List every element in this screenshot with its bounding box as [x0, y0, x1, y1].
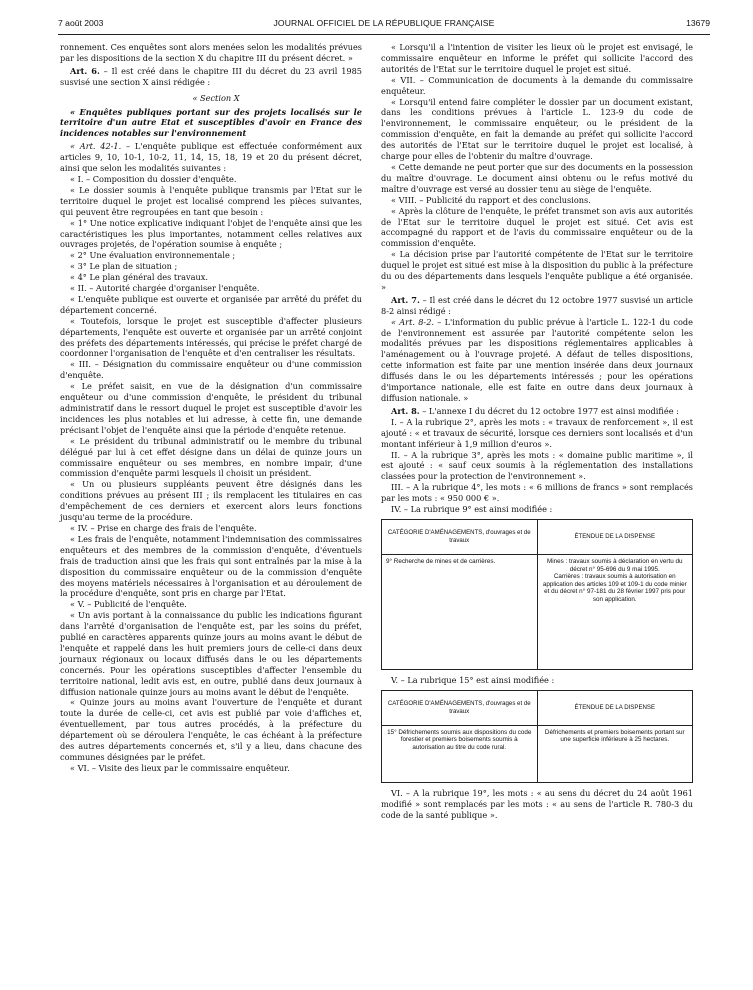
article-42-1: [60, 141, 362, 174]
article-text: – L'information du public prévue à l'article L. 122-1 du code de l'environnement est assurée par l'autorité compétente selon les modalités prévues par les dispositions réglementaires applicables à l'aménagement ou à l'ouvrage projeté. A défaut de telles dispositions, cette information est faite par une mention insérée dans deux journaux diffusés dans le ou les départements intéressés ; pour les opérations d'importance nationale, elle est faite en outre dans deux journaux à diffusion nationale. »: [381, 316, 693, 403]
paragraph: « Lorsqu'il entend faire compléter le dossier par un document existant, dans les conditions prévues à l'article L. 123-9 du code de l'environnement, le commissaire enquêteur, ou le président de la commission d'enquête, en fait la demande au préfet qui sollicite l'accord des autorités de l'Etat sur le territoire duquel le projet est localisé, à charge pour elles de l'obtenir du maître d'ouvrage.: [381, 96, 693, 162]
article-text: – Il est créé dans le chapitre III du décret du 23 avril 1985 susvisé une section X ainsi rédigée :: [60, 65, 362, 87]
article-heading: Art. 7.: [391, 294, 420, 305]
article-8: [381, 406, 693, 417]
table-header-row: [382, 690, 693, 725]
paragraph: ronnement. Ces enquêtes sont alors menées selon les modalités prévues par les dispositions de la section X du chapitre III du présent décret. »: [60, 42, 362, 63]
article-8-2: [381, 317, 693, 404]
article-text: – L'enquête publique est effectuée conformément aux articles 9, 10, 10-1, 10-2, 11, 14, 15, 18, 19 et 20 du présent décret, ainsi que selon les modalités suivantes :: [60, 141, 363, 174]
page-header: [58, 18, 710, 32]
article-text: – Il est créé dans le décret du 12 octobre 1977 susvisé un article 8-2 ainsi rédigé :: [381, 294, 693, 316]
paragraph: IV. – La rubrique 9° est ainsi modifiée :: [391, 504, 553, 515]
paragraph: « Après la clôture de l'enquête, le préfet transmet son avis aux autorités de l'Etat sur le territoire duquel le projet est situé. Cet avis est accompagné du rapport et de l'avis du commissaire enquêteur ou de la commission d'enquête.: [381, 205, 693, 249]
paragraph: « 3° Le plan de situation ;: [70, 261, 178, 272]
paragraph: « 1° Une notice explicative indiquant l'objet de l'enquête ainsi que les caractéristiques les plus importantes, notamment celles relatives aux ouvrages projetés, de l'opération soumise à enquête ;: [60, 217, 362, 250]
dispense-carrieres: Carrières : travaux soumis à autorisation en application des articles 109 et 109-1 du code minier et du décret n° 97-181 du 28 février 1997 pris pour son application.: [542, 573, 687, 603]
article-heading: « Art. 42-1.: [70, 141, 122, 152]
paragraph: « La décision prise par l'autorité compétente de l'Etat sur le territoire duquel le projet est situé est mise à la disposition du public à la préfecture du ou des départements dans lesquels l'enquête publique a été organisée. »: [381, 249, 693, 292]
paragraph: « VIII. – Publicité du rapport et des conclusions.: [391, 194, 591, 205]
table-header-category: CATÉGORIE D'AMÉNAGEMENTS, d'ouvrages et de travaux: [382, 690, 538, 725]
paragraph: V. – La rubrique 15° est ainsi modifiée :: [391, 674, 555, 685]
paragraph: « IV. – Prise en charge des frais de l'enquête.: [70, 522, 257, 533]
table-header-row: [382, 519, 693, 554]
table-cell-category: 15° Défrichements soumis aux dispositions du code forestier et premiers boisements soumis à autorisation au titre du code rural.: [382, 725, 538, 782]
paragraph: « Un ou plusieurs suppléants peuvent être désignés dans les conditions prévues au présent III ; ils remplacent les titulaires en cas d'empêchement de ces derniers et exercent alors leurs fonctions jusqu'au terme de la procédure.: [60, 479, 362, 523]
paragraph: « Un avis portant à la connaissance du public les indications figurant dans l'arrêté d'organisation de l'enquête est, par les soins du préfet, publié en caractères apparents quinze jours au moins avant le début de l'enquête et rappelé dans les huit premiers jours de celle-ci dans deux journaux régionaux ou locaux diffusés dans le ou les départements concernés. Pour les opérations susceptibles d'affecter l'ensemble du territoire national, ledit avis est, en outre, publié dans deux journaux à diffusion nationale quinze jours au moins avant le début de l'enquête.: [60, 610, 362, 697]
paragraph: « Cette demande ne peut porter que sur des documents en la possession du maître d'ouvrage. Le document ainsi obtenu ou le refus motivé du maître d'ouvrage est versé au dossier tenu au siège de l'enquête.: [381, 161, 693, 194]
dispense-mines: Mines : travaux soumis à déclaration en vertu du décret n° 95-696 du 9 mai 1995.: [547, 557, 683, 573]
table-cell-category: 9° Recherche de mines et de carrières.: [382, 554, 538, 669]
paragraph: « Le président du tribunal administratif ou le membre du tribunal délégué par lui à cet effet désigne dans un délai de quinze jours un commissaire enquêteur ou ses membres, en nombre impair, d'une commission d'enquête parmi lesquels il choisit un président.: [60, 435, 362, 479]
paragraph: I. – A la rubrique 2°, après les mots : « travaux de renforcement », il est ajouté : « et travaux de sécurité, lorsque ces derniers sont localisés et d'un montant inférieur à 1,9 million d'euros ».: [381, 416, 693, 449]
paragraph: « Lorsqu'il a l'intention de visiter les lieux où le projet est envisagé, le commissaire enquêteur en informe le préfet qui sollicite l'accord des autorités de l'Etat sur le territoire duquel le projet est situé.: [381, 42, 693, 74]
header-journal-title: JOURNAL OFFICIEL DE LA RÉPUBLIQUE FRANÇAISE: [273, 18, 495, 28]
header-date: 7 août 2003: [58, 18, 104, 28]
section-title: « Enquêtes publiques portant sur des projets localisés sur le territoire d'un autre Etat et susceptibles d'avoir en France des incidences notables sur l'environnement: [60, 106, 362, 139]
header-rule: [58, 34, 710, 35]
paragraph: « VI. – Visite des lieux par le commissaire enquêteur.: [70, 762, 290, 773]
paragraph: III. – A la rubrique 4°, les mots : « 6 millions de francs » sont remplacés par les mots : « 950 000 € ».: [381, 482, 693, 504]
table-cell-dispense: Défrichements et premiers boisements portant sur une superficie inférieure à 25 hectares.: [537, 725, 693, 782]
header-page-number: 13679: [686, 18, 710, 28]
paragraph: « Le dossier soumis à l'enquête publique transmis par l'Etat sur le territoire duquel le projet est localisé comprend les pièces suivantes, qui peuvent être regroupées en tant que besoin :: [60, 184, 362, 217]
paragraph: « I. – Composition du dossier d'enquête.: [70, 173, 237, 184]
article-7: [381, 295, 693, 317]
paragraph: « 2° Une évaluation environnementale ;: [70, 250, 236, 261]
paragraph: VI. – A la rubrique 19°, les mots : « au sens du décret du 24 août 1961 modifié » sont remplacés par les mots : « au sens de l'article R. 780-3 du code de la santé publique ».: [381, 787, 693, 820]
paragraph: « Le préfet saisit, en vue de la désignation d'un commissaire enquêteur ou d'une commission d'enquête, le président du tribunal administratif dans le ressort duquel le projet est susceptible d'avoir les incidences les plus notables et lui adresse, à cette fin, une demande précisant l'objet de l'enquête ainsi que la période d'enquête retenue.: [60, 381, 362, 435]
paragraph: « VII. – Communication de documents à la demande du commissaire enquêteur.: [381, 74, 693, 96]
table-rubrique-15: [381, 690, 693, 783]
table-rubrique-9: [381, 519, 693, 670]
paragraph: II. – A la rubrique 3°, après les mots : « domaine public maritime », il est ajouté : « sauf ceux soumis à la réglementation des installations classées pour la protection de l'environnement ».: [381, 449, 693, 482]
table-row: [382, 725, 693, 782]
article-heading: Art. 6.: [70, 65, 100, 76]
paragraph: « III. – Désignation du commissaire enquêteur ou d'une commission d'enquête.: [60, 359, 362, 381]
paragraph: « L'enquête publique est ouverte et organisée par arrêté du préfet du département concerné.: [60, 293, 362, 315]
table-header-dispense: ÉTENDUE DE LA DISPENSE: [537, 519, 693, 554]
right-column: [381, 42, 693, 821]
article-text: – L'annexe I du décret du 12 octobre 1977 est ainsi modifiée :: [419, 405, 679, 416]
left-column: [60, 42, 362, 774]
paragraph: « Toutefois, lorsque le projet est susceptible d'affecter plusieurs départements, l'enquête est ouverte et organisée par un arrêté conjoint des préfets des départements intéressés, qui précise le préfet chargé de coordonner l'organisation de l'enquête et d'en centraliser les résultats.: [60, 315, 362, 359]
paragraph: « Quinze jours au moins avant l'ouverture de l'enquête et durant toute la durée de celle-ci, cet avis est publié par voie d'affiches et, éventuellement, par tous autres procédés, à la préfecture du département où se déroulera l'enquête, le cas échéant à la préfecture des autres départements concernés et, s'il y a lieu, dans chacune des communes désignées par le préfet.: [60, 697, 362, 762]
article-6: [60, 66, 362, 88]
paragraph: « 4° Le plan général des travaux.: [70, 272, 208, 283]
table-cell-dispense: [537, 554, 693, 669]
paragraph: « II. – Autorité chargée d'organiser l'enquête.: [70, 283, 260, 294]
paragraph: « V. – Publicité de l'enquête.: [70, 599, 187, 610]
table-header-dispense: ÉTENDUE DE LA DISPENSE: [537, 690, 693, 725]
paragraph: « Les frais de l'enquête, notamment l'indemnisation des commissaires enquêteurs et des membres de la commission d'enquête, d'éventuels frais de traduction ainsi que les frais qui sont entraînés par la mise à la disposition du commissaire enquêteur ou de la commission d'enquête des moyens matériels nécessaires à l'organisation et au déroulement de la procédure d'enquête, sont pris en charge par l'Etat.: [60, 533, 362, 599]
table-header-category: CATÉGORIE D'AMÉNAGEMENTS, d'ouvrages et de travaux: [382, 519, 538, 554]
article-heading: « Art. 8-2.: [391, 316, 434, 327]
article-heading: Art. 8.: [391, 405, 420, 416]
table-row: [382, 554, 693, 669]
section-heading: « Section X: [192, 92, 240, 103]
